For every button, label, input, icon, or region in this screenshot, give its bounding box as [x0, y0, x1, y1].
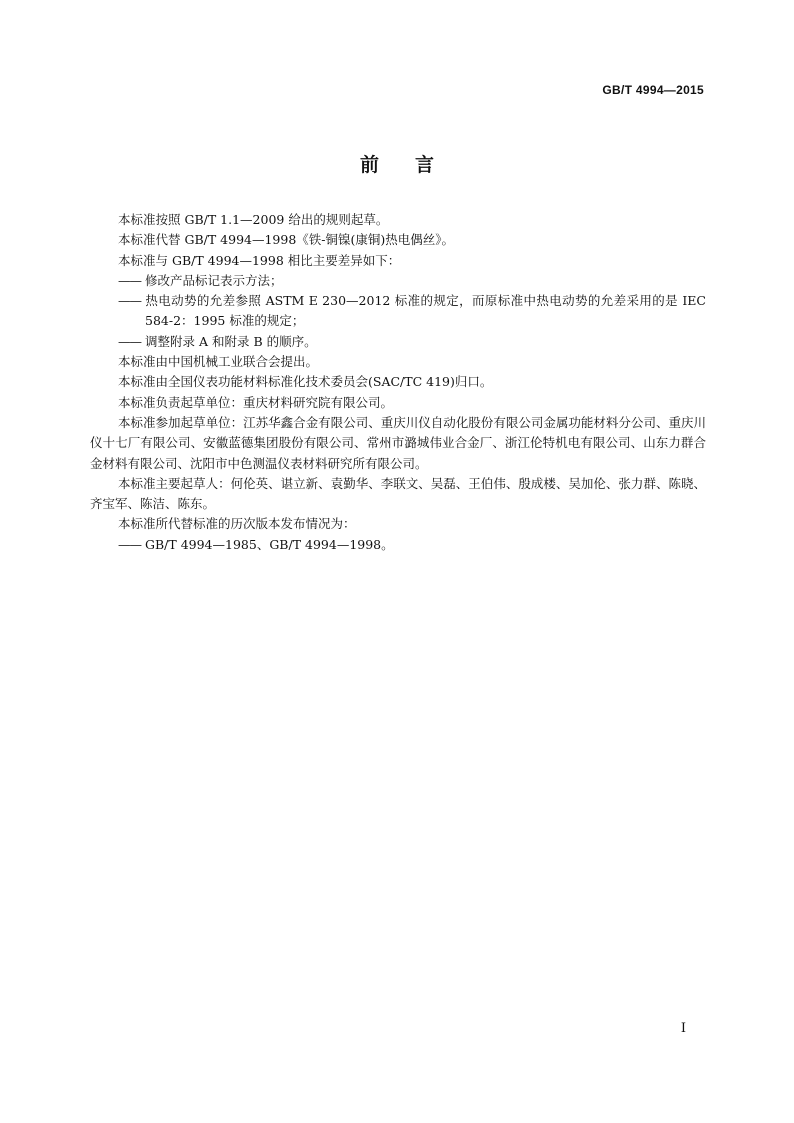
page-number: I — [680, 1021, 686, 1036]
list-item-difference — [90, 291, 706, 332]
document-code: GB/T 4994—2015 — [602, 83, 704, 97]
paragraph-lead-drafter: 本标准负责起草单位：重庆材料研究院有限公司。 — [118, 394, 394, 410]
list-item-text: 热电动势的允差参照 ASTM E 230—2012 标准的规定，而原标准中热电动势的允差采用的是 IEC 584-2：1995 标准的规定； — [145, 293, 706, 329]
paragraph-proposed-by: 本标准由中国机械工业联合会提出。 — [118, 354, 319, 370]
dash-mark: —— — [118, 293, 141, 309]
list-item-previous-edition — [90, 535, 706, 555]
dash-mark: —— — [118, 272, 141, 288]
list-item-difference — [90, 271, 706, 291]
paragraph-main-drafters: 本标准主要起草人：何伦英、谌立新、袁勤华、李联文、吴磊、王伯伟、殷成楼、吴加伦、张力群、陈晓、齐宝军、陈洁、陈东。 — [90, 475, 706, 512]
list-item-text: 修改产品标记表示方法； — [145, 272, 283, 288]
paragraph-differences-intro: 本标准与 GB/T 4994—1998 相比主要差异如下： — [118, 252, 401, 268]
paragraph-participating-drafters: 本标准参加起草单位：江苏华鑫合金有限公司、重庆川仪自动化股份有限公司金属功能材料分公司、重庆川仪十七厂有限公司、安徽蓝德集团股份有限公司、常州市潞城伟业合金厂、浙江伦特机电有限公司、山东力群合金材料有限公司、沈阳市中色测温仪表材料研究所有限公司。 — [90, 414, 706, 471]
list-item-text: GB/T 4994—1985、GB/T 4994—1998。 — [145, 536, 394, 552]
list-item-text: 调整附录 A 和附录 B 的顺序。 — [145, 333, 317, 349]
paragraph-drafting-rules: 本标准按照 GB/T 1.1—2009 给出的规则起草。 — [118, 212, 389, 227]
paragraph-replaces: 本标准代替 GB/T 4994—1998《铁-铜镍(康铜)热电偶丝》。 — [118, 232, 455, 248]
dash-mark: —— — [118, 333, 141, 349]
paragraph-under-jurisdiction: 本标准由全国仪表功能材料标准化技术委员会(SAC/TC 419)归口。 — [118, 374, 493, 390]
dash-mark: —— — [118, 536, 141, 552]
page-title: 前言 — [359, 154, 470, 176]
document-body — [90, 210, 706, 555]
list-item-difference — [90, 332, 706, 352]
paragraph-previous-editions: 本标准所代替标准的历次版本发布情况为： — [118, 516, 356, 532]
